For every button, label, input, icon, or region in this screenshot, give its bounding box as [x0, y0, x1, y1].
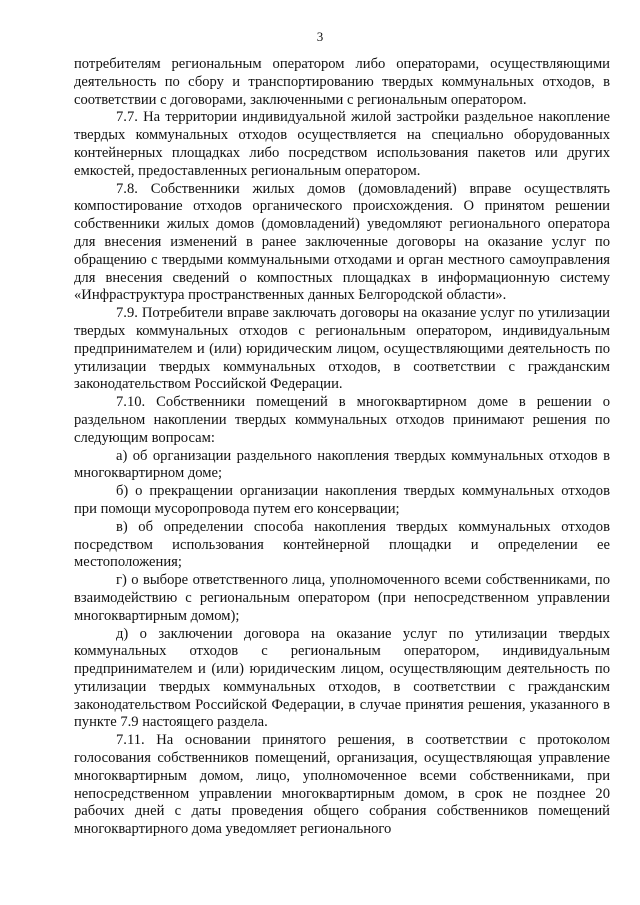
paragraph-7-8: 7.8. Собственники жилых домов (домовладений) вправе осуществлять компостирование отходов органического происхождения. О принятом решении собственники жилых домов (домовладений) уведомляют регионального оператора для внесения изменений в ранее заключенные договоры на оказание услуг по обращению с твердыми коммунальными отходами и орган местного самоуправления для внесения сведений о компостных площадках в информационную систему «Инфраструктура пространственных данных Белгородской области».	[74, 180, 610, 304]
list-item-g: г) о выборе ответственного лица, уполномоченного всеми собственниками, по взаимодействию с региональным оператором (при непосредственном управлении многоквартирным домом);	[74, 572, 610, 624]
list-item-a: а) об организации раздельного накопления твердых коммунальных отходов в многоквартирном доме;	[74, 447, 610, 482]
list-item-b: б) о прекращении организации накопления твердых коммунальных отходов при помощи мусоропровода путем его консервации;	[74, 483, 610, 517]
paragraph-continuation: потребителям региональным оператором либо операторами, осуществляющими деятельность по сбору и транспортированию твердых коммунальных отходов, в соответствии с договорами, заключенными с региональным оператором.	[74, 56, 610, 108]
list-item-v: в) об определении способа накопления твердых коммунальных отходов посредством использования контейнерной площадки и определении ее местоположения;	[74, 518, 610, 571]
paragraph-7-7: 7.7. На территории индивидуальной жилой застройки раздельное накопление твердых коммунальных отходов осуществляется на специально оборудованных контейнерных площадках либо посредством использования пакетов или других емкостей, предоставленных региональным оператором.	[74, 109, 610, 179]
paragraph-7-9: 7.9. Потребители вправе заключать договоры на оказание услуг по утилизации твердых коммунальных отходов с региональным оператором, индивидуальным предпринимателем и (или) юридическим лицом, осуществляющими деятельность по утилизации твердых коммунальных отходов, в соответствии с гражданским законодательством Российской Федерации.	[74, 305, 610, 393]
paragraph-7-10: 7.10. Собственники помещений в многоквартирном доме в решении о раздельном накоплении твердых коммунальных отходов принимают решения по следующим вопросам:	[74, 394, 610, 446]
page-number: 3	[316, 29, 324, 44]
paragraph-7-11: 7.11. На основании принятого решения, в соответствии с протоколом голосования собственников помещений, организация, осуществляющая управление многоквартирным домом, лицо, уполномоченное всеми собственниками, при непосредственном управлении многоквартирным домом, в срок не позднее 20 рабочих дней с даты проведения общего собрания собственников помещений многоквартирного дома уведомляет регионального	[74, 732, 610, 838]
document-body	[74, 56, 610, 839]
list-item-d: д) о заключении договора на оказание услуг по утилизации твердых коммунальных отходов с региональным оператором, индивидуальным предпринимателем и (или) юридическим лицом, осуществляющим деятельность по утилизации твердых коммунальных отходов, в соответствии с гражданским законодательством Российской Федерации, в случае принятия решения, указанного в пункте 7.9 настоящего раздела.	[74, 625, 610, 731]
